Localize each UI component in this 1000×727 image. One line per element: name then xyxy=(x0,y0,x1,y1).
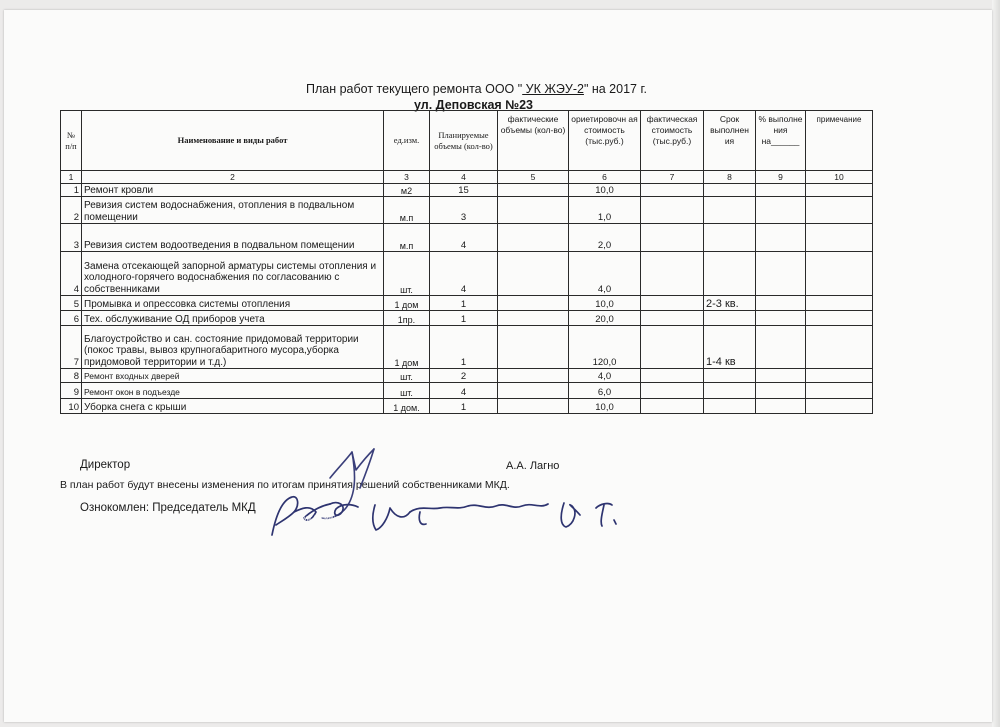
row-unit: 1 дом. xyxy=(384,399,430,414)
row-qty: 4 xyxy=(430,224,498,252)
row-cost: 4,0 xyxy=(569,369,641,383)
row-name: Промывка и опрессовка системы отопления xyxy=(82,296,384,311)
row-cost: 120,0 xyxy=(569,326,641,369)
row-unit: 1 дом xyxy=(384,326,430,369)
row-qty: 1 xyxy=(430,296,498,311)
row-num: 4 xyxy=(61,252,82,296)
col-number: 8 xyxy=(704,171,756,184)
col-number: 10 xyxy=(806,171,873,184)
row-cost: 6,0 xyxy=(569,383,641,399)
row-cost: 10,0 xyxy=(569,296,641,311)
row-num: 3 xyxy=(61,224,82,252)
header-unit: ед.изм. xyxy=(384,111,430,171)
header-est-cost: ориетировочн ая стоимость (тыс.руб.) xyxy=(569,111,641,171)
col-number: 7 xyxy=(641,171,704,184)
row-num: 6 xyxy=(61,311,82,326)
row-name: Ремонт окон в подъезде xyxy=(82,383,384,399)
header-num: № п/п xyxy=(61,111,82,171)
row-qty: 1 xyxy=(430,311,498,326)
director-name: А.А. Лагно xyxy=(506,460,560,472)
document-address: ул. Деповская №23 xyxy=(414,98,534,112)
row-unit: 1 дом xyxy=(384,296,430,311)
row-cost: 10,0 xyxy=(569,399,641,414)
header-term: Срок выполнен ия xyxy=(704,111,756,171)
col-number: 2 xyxy=(82,171,384,184)
row-qty: 15 xyxy=(430,184,498,197)
row-qty: 2 xyxy=(430,369,498,383)
header-note: примечание xyxy=(806,111,873,171)
col-number: 9 xyxy=(756,171,806,184)
row-unit: м.п xyxy=(384,224,430,252)
row-num: 8 xyxy=(61,369,82,383)
acknowledgement-label: Ознокомлен: Председатель МКД xyxy=(80,502,256,514)
col-number: 6 xyxy=(569,171,641,184)
row-num: 1 xyxy=(61,184,82,197)
row-num: 9 xyxy=(61,383,82,399)
row-qty: 1 xyxy=(430,399,498,414)
row-qty: 4 xyxy=(430,252,498,296)
row-cost: 2,0 xyxy=(569,224,641,252)
document-title: План работ текущего ремонта ООО " УК ЖЭУ-2" на 2017 г. xyxy=(306,82,647,96)
row-name: Тех. обслуживание ОД приборов учета xyxy=(82,311,384,326)
row-name: Ремонт входных дверей xyxy=(82,369,384,383)
row-unit: шт. xyxy=(384,252,430,296)
amendment-note: В план работ будут внесены изменения по итогам принятия решений собственниками МКД. xyxy=(60,479,510,491)
header-act-cost: фактическая стоимость (тыс.руб.) xyxy=(641,111,704,171)
row-term: 2-3 кв. xyxy=(704,296,756,311)
row-name: Благоустройство и сан. состояние придомовай территории (покос травы, вывоз крупногабаритного мусора,уборка придомовой территории и т.д.) xyxy=(82,326,384,369)
col-number: 1 xyxy=(61,171,82,184)
row-cost: 20,0 xyxy=(569,311,641,326)
row-unit: шт. xyxy=(384,369,430,383)
row-num: 7 xyxy=(61,326,82,369)
row-unit: м.п xyxy=(384,197,430,224)
col-number: 3 xyxy=(384,171,430,184)
row-cost: 10,0 xyxy=(569,184,641,197)
row-term: 1-4 кв xyxy=(704,326,756,369)
row-unit: м2 xyxy=(384,184,430,197)
director-label: Директор xyxy=(80,459,131,471)
row-unit: шт. xyxy=(384,383,430,399)
header-name: Наименование и виды работ xyxy=(82,111,384,171)
row-name: Уборка снега с крыши xyxy=(82,399,384,414)
row-unit: 1пр. xyxy=(384,311,430,326)
row-cost: 1,0 xyxy=(569,197,641,224)
row-qty: 3 xyxy=(430,197,498,224)
row-qty: 4 xyxy=(430,383,498,399)
header-actual: фактические объемы (кол-во) xyxy=(498,111,569,171)
row-num: 2 xyxy=(61,197,82,224)
row-name: Ремонт кровли xyxy=(82,184,384,197)
director-signature xyxy=(322,449,374,518)
row-cost: 4,0 xyxy=(569,252,641,296)
col-number: 5 xyxy=(498,171,569,184)
chair-signature-text: Бург Бармина В.Г. xyxy=(300,516,351,522)
row-name: Замена отсекающей запорной арматуры системы отопления и холодного-горячего водоснабжения по согласованию с собственниками xyxy=(82,252,384,296)
row-name: Ревизия систем водоотведения в подвальном помещении xyxy=(82,224,384,252)
header-planned: Планируемые объемы (кол-во) xyxy=(430,111,498,171)
row-num: 5 xyxy=(61,296,82,311)
col-number: 4 xyxy=(430,171,498,184)
row-name: Ревизия систем водоснабжения, отопления в подвальном помещении xyxy=(82,197,384,224)
row-qty: 1 xyxy=(430,326,498,369)
row-num: 10 xyxy=(61,399,82,414)
header-percent: % выполне ния на______ xyxy=(756,111,806,171)
